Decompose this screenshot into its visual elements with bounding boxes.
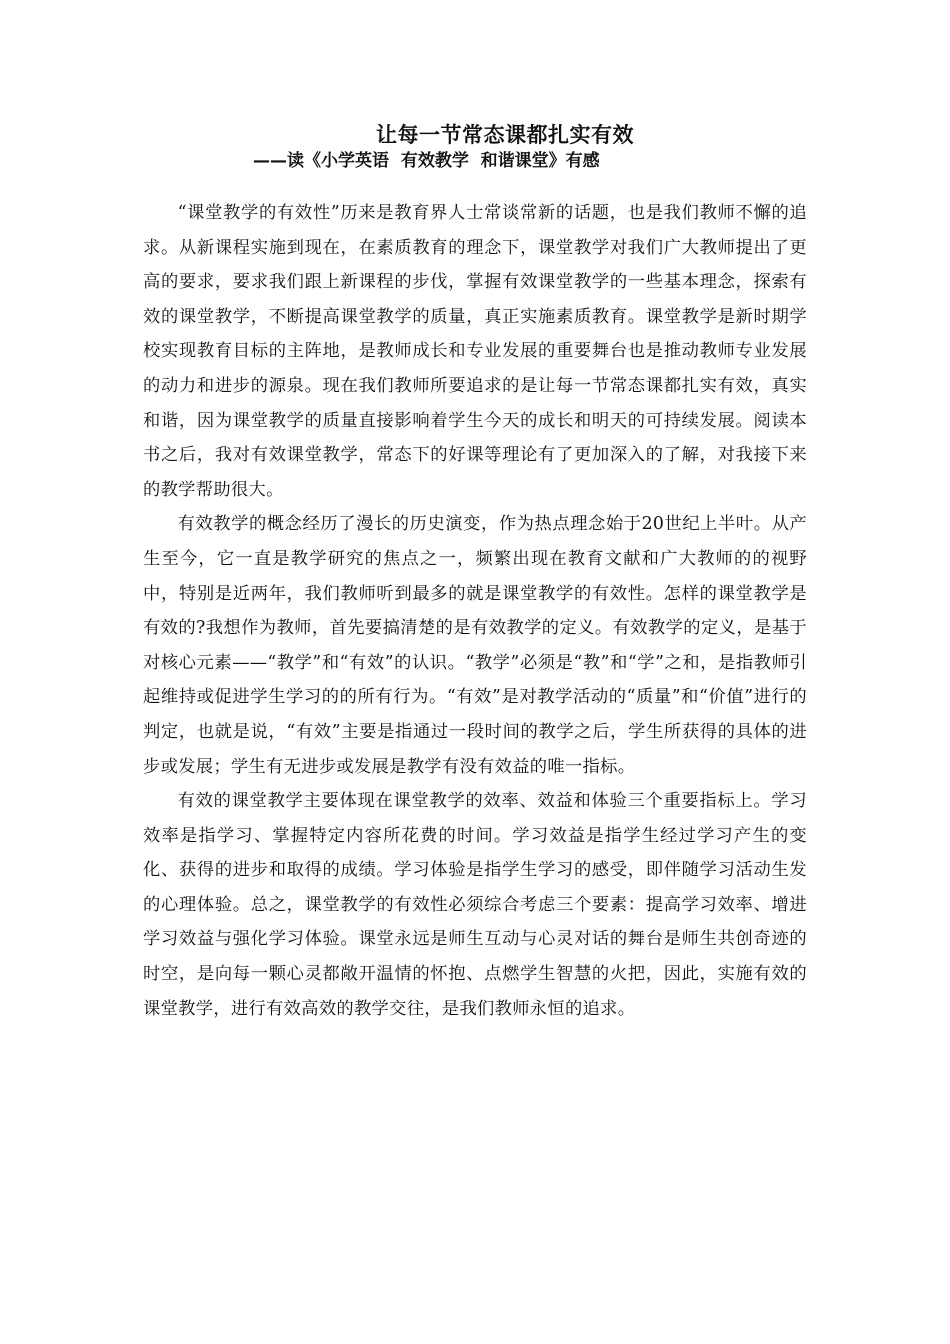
paragraph: 有效的课堂教学主要体现在课堂教学的效率、效益和体验三个重要指标上。学习效率是指学习、掌握特定内容所花费的时间。学习效益是指学生经过学习产生的变化、获得的进步和取得的成绩。学习体验是指学生学习的感受，即伴随学习活动生发的心理体验。总之，课堂教学的有效性必须综合考虑三个要素：提高学习效率、增进学习效益与强化学习体验。课堂永远是师生互动与心灵对话的舞台是师生共创奇迹的时空，是向每一颗心灵都敞开温情的怀抱、点燃学生智慧的火把，因此，实施有效的课堂教学，进行有效高效的教学交往，是我们教师永恒的追求。: [143, 791, 807, 1019]
document-subtitle: ——读《小学英语 有效教学 和谐课堂》有感: [253, 151, 600, 171]
document-title: 让每一节常态课都扎实有效: [376, 123, 634, 147]
document-body: [143, 196, 807, 1026]
paragraph: “课堂教学的有效性”历来是教育界人士常谈常新的话题，也是我们教师不懈的追求。从新课程实施到现在，在素质教育的理念下，课堂教学对我们广大教师提出了更高的要求，要求我们跟上新课程的步伐，掌握有效课堂教学的一些基本理念，探索有效的课堂教学，不断提高课堂教学的质量，真正实施素质教育。课堂教学是新时期学校实现教育目标的主阵地，是教师成长和专业发展的重要舞台也是推动教师专业发展的动力和进步的源泉。现在我们教师所要追求的是让每一节常态课都扎实有效，真实和谐，因为课堂教学的质量直接影响着学生今天的成长和明天的可持续发展。阅读本书之后，我对有效课堂教学，常态下的好课等理论有了更加深入的了解，对我接下来的教学帮助很大。: [143, 203, 807, 500]
paragraph: 有效教学的概念经历了漫长的历史演变，作为热点理念始于20世纪上半叶。从产生至今，它一直是教学研究的焦点之一，频繁出现在教育文献和广大教师的的视野中，特别是近两年，我们教师听到最多的就是课堂教学的有效性。怎样的课堂教学是有效的?我想作为教师，首先要搞清楚的是有效教学的定义。有效教学的定义，是基于对核心元素——“教学”和“有效”的认识。“教学”必须是“教”和“学”之和，是指教师引起维持或促进学生学习的的所有行为。“有效”是对教学活动的“质量”和“价值”进行的判定，也就是说，“有效”主要是指通过一段时间的教学之后，学生所获得的具体的进步或发展；学生有无进步或发展是教学有没有效益的唯一指标。: [143, 514, 807, 777]
